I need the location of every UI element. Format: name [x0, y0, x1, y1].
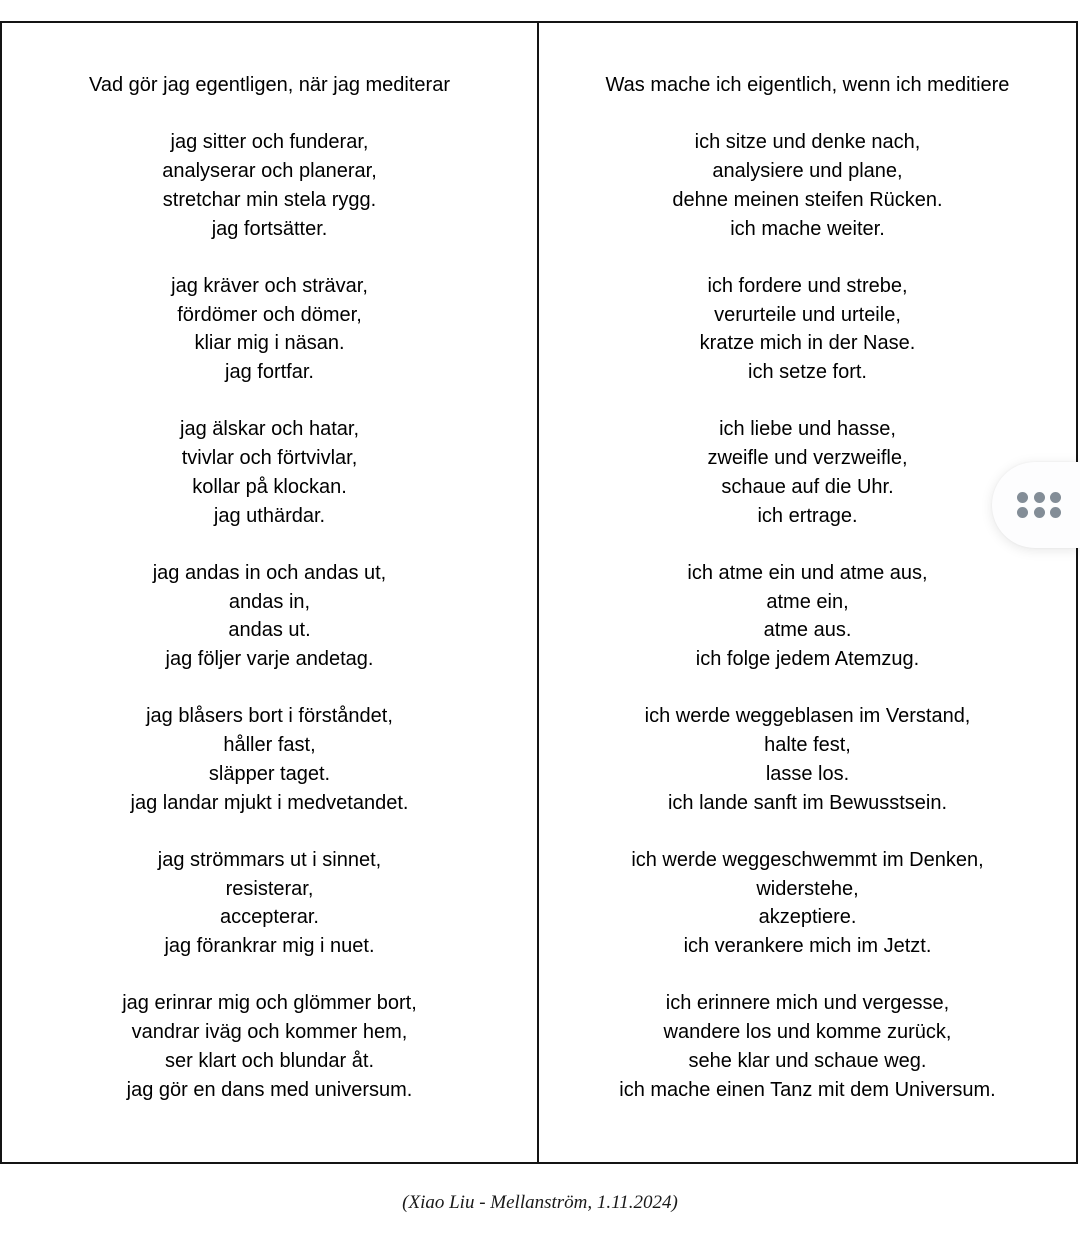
poem-line: kollar på klockan. [192, 475, 347, 498]
stanza [2, 702, 537, 817]
stanza [539, 989, 1076, 1104]
poem-line: jag blåsers bort i förståndet, [146, 705, 393, 728]
poem-line: resisterar, [225, 877, 314, 900]
citation: (Xiao Liu - Mellanström, 1.11.2024) [402, 1192, 678, 1213]
stanzas-german [539, 128, 1076, 1104]
poem-line: lasse los. [765, 762, 850, 785]
side-panel-toggle[interactable] [992, 462, 1080, 548]
grip-dot [1034, 492, 1045, 503]
poem-line: analyserar och planerar, [162, 160, 377, 183]
poem-line: fördömer och dömer, [177, 303, 362, 326]
poem-line: ich atme ein und atme aus, [687, 561, 928, 584]
stanza [539, 559, 1076, 674]
poem-line: vandrar iväg och kommer hem, [131, 1021, 408, 1044]
grip-dot [1017, 492, 1028, 503]
poem-line: jag uthärdar. [213, 504, 326, 527]
poem-line: jag landar mjukt i medvetandet. [130, 791, 409, 814]
poem-line: ser klart och blundar åt. [165, 1049, 374, 1072]
grip-dot [1017, 507, 1028, 518]
poem-line: jag erinrar mig och glömmer bort, [122, 992, 417, 1015]
poem-line: ich mache weiter. [730, 217, 885, 240]
stanza [2, 846, 537, 961]
poem-line: stretchar min stela rygg. [162, 188, 377, 211]
grip-dot [1050, 507, 1061, 518]
poem-line: jag fortsätter. [211, 217, 328, 240]
stanza [539, 846, 1076, 961]
poem-frame [0, 21, 1078, 1164]
poem-line: verurteile und urteile, [714, 303, 901, 326]
poem-line: håller fast, [223, 734, 316, 757]
poem-line: kratze mich in der Nase. [699, 332, 916, 355]
poem-line: ich fordere und strebe, [707, 274, 908, 297]
poem-line: wandere los und komme zurück, [663, 1021, 952, 1044]
poem-line: schaue auf die Uhr. [721, 475, 894, 498]
poem-line: ich ertrage. [757, 504, 858, 527]
stanza [539, 702, 1076, 817]
stanza [2, 415, 537, 530]
poem-line: analysiere und plane, [712, 160, 903, 183]
poem-title-german: Was mache ich eigentlich, wenn ich meditiere [605, 74, 1010, 96]
poem-line: ich werde weggeschwemmt im Denken, [631, 848, 984, 871]
poem-title-swedish: Vad gör jag egentligen, när jag mediterar [89, 74, 450, 96]
poem-line: andas in, [228, 590, 311, 613]
poem-line: ich verankere mich im Jetzt. [683, 935, 932, 957]
poem-line: atme aus. [763, 619, 852, 642]
grip-dot [1050, 492, 1061, 503]
poem-line: widerstehe, [756, 877, 859, 900]
poem-line: jag förankrar mig i nuet. [164, 935, 375, 957]
grip-dot [1034, 507, 1045, 518]
poem-line: kliar mig i näsan. [194, 332, 345, 355]
poem-line: jag kräver och strävar, [171, 274, 368, 297]
stanza [2, 559, 537, 674]
poem-line: andas ut. [228, 619, 311, 642]
poem-line: ich setze fort. [748, 361, 867, 383]
poem-line: accepterar. [220, 906, 319, 929]
poem-line: jag älskar och hatar, [180, 418, 359, 441]
poem-line: tvivlar och förtvivlar, [181, 447, 358, 470]
poem-column-swedish [2, 23, 539, 1162]
poem-line: ich mache einen Tanz mit dem Universum. [619, 1078, 996, 1101]
stanzas-swedish [2, 128, 537, 1104]
poem-line: jag följer varje andetag. [165, 648, 374, 670]
stanza [2, 989, 537, 1104]
poem-column-german [539, 23, 1076, 1162]
poem-line: släpper taget. [208, 762, 331, 785]
poem-line: jag gör en dans med universum. [126, 1078, 413, 1101]
poem-line: ich lande sanft im Bewusstsein. [667, 791, 948, 814]
poem-line: jag sitter och funderar, [170, 131, 369, 154]
poem-line: dehne meinen steifen Rücken. [672, 188, 943, 211]
poem-line: akzeptiere. [758, 906, 857, 929]
poem-line: ich folge jedem Atemzug. [695, 648, 920, 670]
poem-line: jag fortfar. [225, 361, 314, 383]
stanza [2, 272, 537, 387]
poem-line: ich werde weggeblasen im Verstand, [644, 705, 971, 728]
poem-line: ich sitze und denke nach, [694, 131, 921, 154]
stanza [539, 272, 1076, 387]
grip-dots-icon [1017, 492, 1061, 519]
poem-line: sehe klar und schaue weg. [688, 1049, 927, 1072]
poem-line: ich erinnere mich und vergesse, [665, 992, 950, 1015]
poem-line: jag andas in och andas ut, [152, 561, 387, 584]
stanza [2, 128, 537, 243]
poem-line: atme ein, [766, 590, 849, 613]
poem-line: ich liebe und hasse, [719, 418, 896, 441]
stanza [539, 128, 1076, 243]
poem-line: zweifle und verzweifle, [707, 447, 908, 470]
poem-line: halte fest, [764, 734, 851, 757]
poem-line: jag strömmars ut i sinnet, [157, 848, 382, 871]
